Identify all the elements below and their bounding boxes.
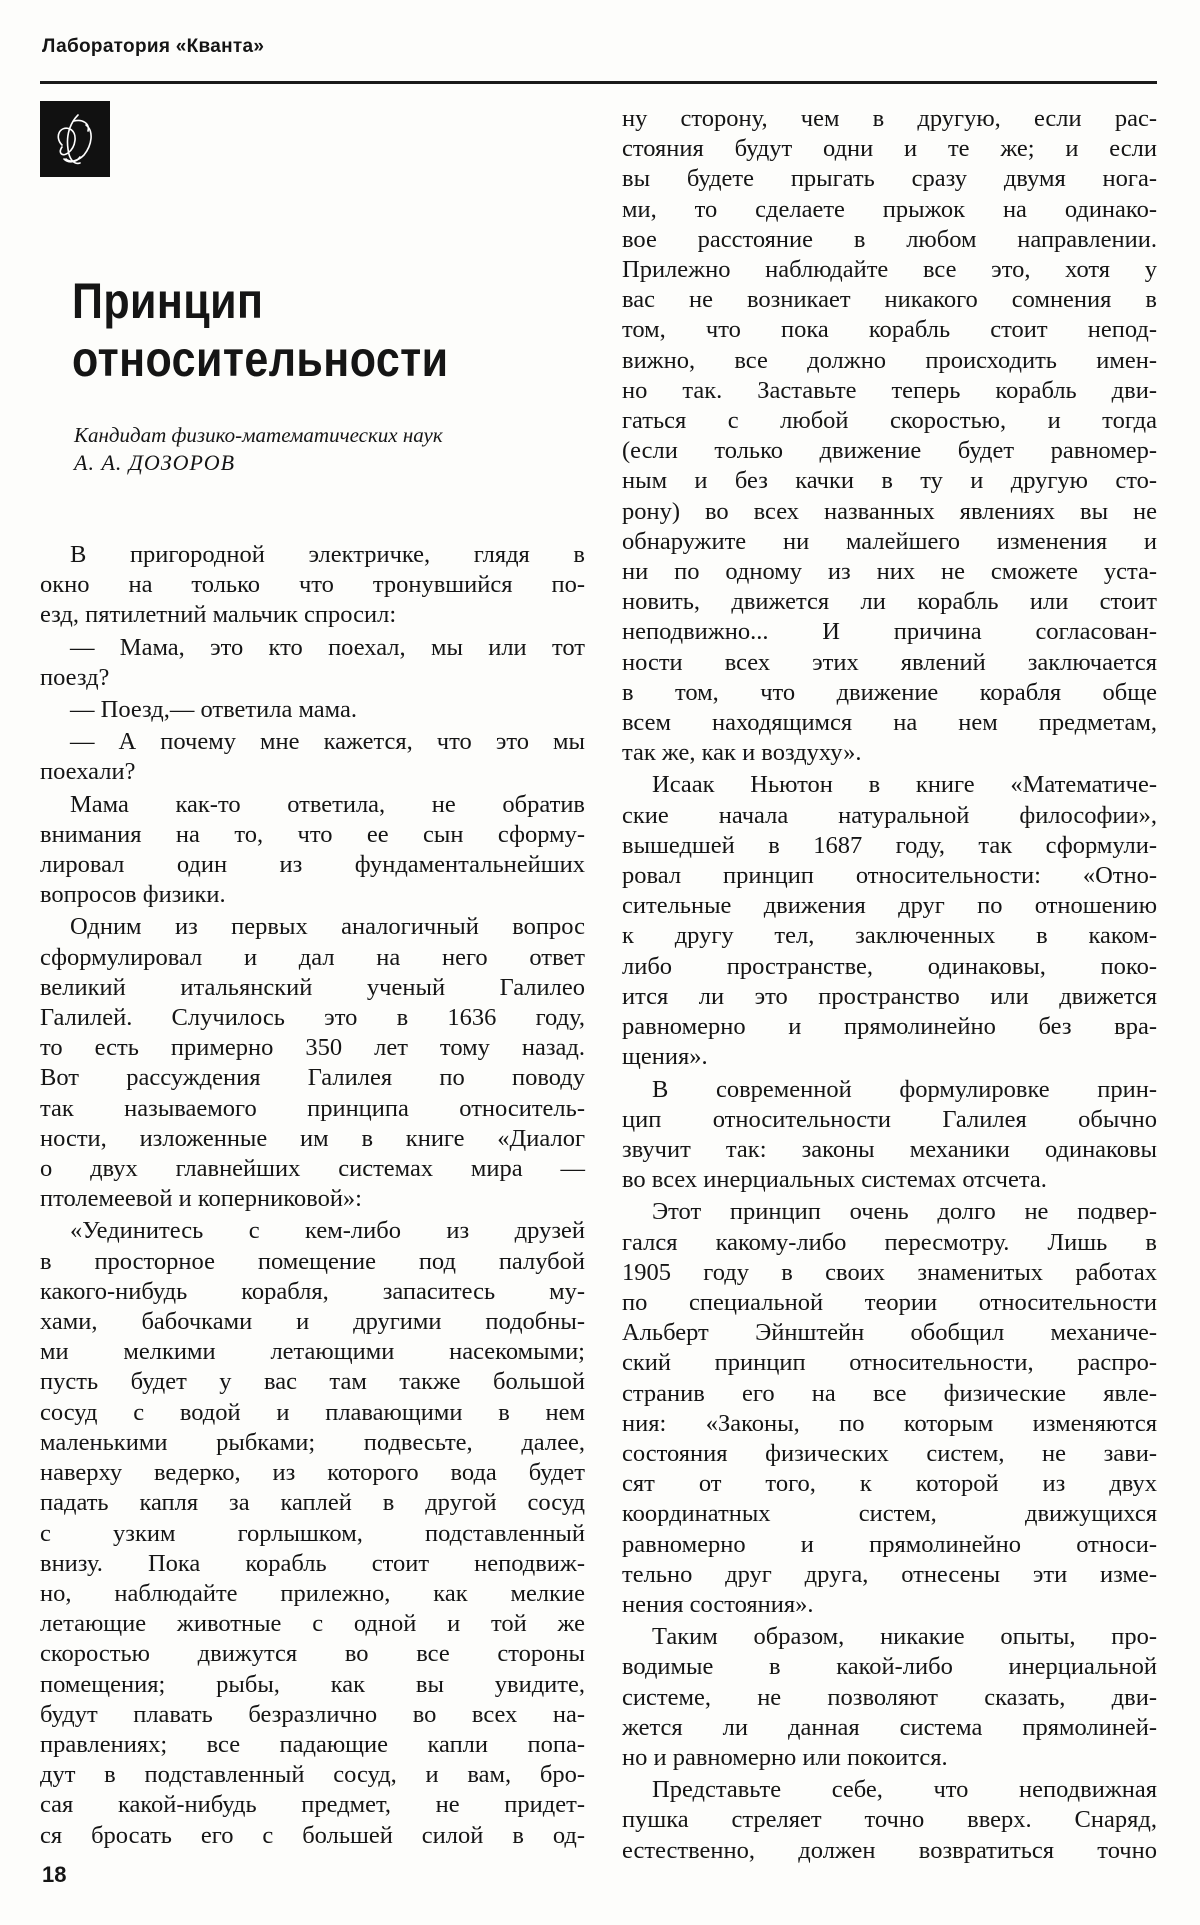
text-line: поехали? [40,758,136,786]
text-line: ми мелкими летающими насекомыми; [40,1338,585,1366]
text-line: Исаак Ньютон в книге «Математиче- [652,771,1157,799]
text-line: водимые в какой-либо инерциальной [622,1653,1157,1681]
text-line: тельно друг друга, отнесены эти изме- [622,1560,1157,1588]
text-line: естественно, должен возвратиться точно [622,1836,1157,1864]
text-line: неподвижно... И причина согласован- [622,618,1157,646]
text-line: — Поезд,— ответила мама. [70,696,358,724]
text-line: внизу. Пока корабль стоит неподвиж- [40,1549,585,1577]
text-line: скоростью движутся во все стороны [40,1640,585,1668]
text-line: В пригородной электричке, глядя в [70,541,585,568]
text-line: обнаружите ни малейшего изменения и [622,527,1157,555]
text-line: дут в подставленный сосуд, и вам, бро- [40,1761,585,1789]
text-column-right [622,104,1157,1866]
running-head: Лаборатория «Кванта» [42,36,265,57]
text-line: пушка стреляет точно вверх. Снаряд, [622,1806,1157,1834]
text-line: по специальной теории относительности [622,1288,1157,1316]
text-line: Этот принцип очень долго не подвер- [652,1198,1157,1226]
text-line: Таким образом, никакие опыты, про- [652,1623,1157,1651]
text-line: езд, пятилетний мальчик спросил: [40,601,397,629]
text-line: вы будете прыгать сразу двумя нога- [622,165,1157,193]
text-line: ности, изложенные им в книге «Диалог [40,1124,585,1152]
text-line: том, что пока корабль стоит непод- [622,316,1157,344]
text-line: ну сторону, чем в другую, если рас- [622,105,1157,132]
text-line: гаться с любой скоростью, и тогда [622,407,1157,435]
text-line: окно на только что тронувшийся по- [40,571,585,599]
text-line: «Уединитесь с кем-либо из друзей [70,1217,585,1245]
text-line: ности всех этих явлений заключается [622,648,1157,676]
text-line: ится ли это пространство или движется [622,982,1157,1010]
text-line: внимания на то, что ее сын сформу- [40,820,585,848]
text-line: координатных систем, движущихся [622,1500,1157,1528]
text-line: новить, движется ли корабль или стоит [622,588,1157,616]
author-block [74,422,443,476]
text-line: падать капля за каплей в другой сосуд [40,1489,585,1517]
text-line: Галилей. Случилось это в 1636 году, [40,1004,585,1032]
text-line: будут плавать безразлично во всех на- [40,1700,585,1728]
text-line: равномерно и прямолинейно без вра- [622,1013,1157,1041]
text-line: летающие животные с одной и той же [40,1610,585,1638]
text-line: рону) во всех названных явлениях вы не [622,497,1157,525]
text-line: вижно, все должно происходить имен- [622,346,1157,374]
text-line: лировал один из фундаментальнейших [40,851,585,879]
text-line: но, наблюдайте прилежно, как мелкие [40,1579,585,1607]
page-number: 18 [42,1862,67,1887]
text-line: помещения; рыбы, как вы увидите, [40,1670,585,1698]
text-line: равномерно и прямолинейно относи- [622,1530,1157,1558]
text-line: так называемого принципа относитель- [40,1094,585,1122]
text-line: но и равномерно или покоится. [622,1743,948,1771]
text-line: системе, не позволяют сказать, дви- [622,1683,1157,1711]
title-line-2: относительности [72,331,449,387]
text-column-left [40,540,585,1851]
text-line: во всех инерциальных системах отсчета. [622,1166,1047,1194]
author-degree: Кандидат физико-математических наук [74,423,443,447]
text-line: всем находящимся на нем предметам, [622,709,1157,737]
text-line: хами, бабочками и другими подобны- [40,1308,585,1336]
text-line: но так. Заставьте теперь корабль дви- [622,376,1157,404]
text-line: вас не возникает никакого сомнения в [622,286,1157,314]
text-line: сительные движения друг по отношению [622,892,1157,920]
author-name: А. А. ДОЗОРОВ [74,450,236,475]
text-line: какого-нибудь корабля, запаситесь му- [40,1277,585,1305]
text-line: сосуд с водой и плавающими в нем [40,1398,585,1426]
text-line: маленькими рыбками; подвесьте, далее, [40,1428,585,1456]
text-line: звучит так: законы механики одинаковы [622,1135,1157,1163]
text-line: вое расстояние в любом направлении. [622,225,1157,253]
text-line: наверху ведерко, из которого вода будет [40,1459,585,1487]
text-line: так же, как и воздуху». [622,739,862,767]
text-line: Альберт Эйнштейн обобщил механиче- [622,1319,1157,1347]
text-line: Прилежно наблюдайте все это, хотя у [622,256,1157,284]
text-line: ские начала натуральной философии», [622,801,1157,829]
text-line: вышедшей в 1687 году, так сформули- [622,831,1157,859]
text-line: пусть будет у вас там также большой [40,1368,585,1396]
kvant-laboratory-logo-icon [40,101,110,177]
text-line: в том, что движение корабля обще [622,678,1157,706]
text-line: сая какой-нибудь предмет, не придет- [40,1791,585,1819]
text-line: сформулировал и дал на него ответ [40,943,585,971]
header-rule [40,81,1157,84]
text-line: ся бросать его с большей силой в од- [40,1821,585,1849]
text-line: ни по одному из них не сможете уста- [622,558,1157,586]
text-line: (если только движение будет равномер- [622,437,1157,465]
text-line: цип относительности Галилея обычно [622,1105,1157,1133]
text-line: щения». [622,1043,708,1071]
text-line: либо пространстве, одинаковы, поко- [622,952,1157,980]
text-line: правлениях; все падающие капли попа- [40,1730,585,1758]
text-line: то есть примерно 350 лет тому назад. [40,1034,585,1062]
text-line: В современной формулировке прин- [652,1075,1157,1103]
text-line: стояния будут одни и те же; и если [622,135,1157,163]
text-line: к другу тел, заключенных в каком- [622,922,1157,950]
text-line: ровал принцип относительности: «Отно- [622,862,1157,890]
text-line: состояния физических систем, не зави- [622,1439,1157,1467]
text-line: жется ли данная система прямолиней- [622,1713,1157,1741]
text-line: сят от того, к которой из двух [622,1470,1157,1498]
title-line-1: Принцип [72,273,264,329]
text-line: Представьте себе, что неподвижная [652,1776,1157,1804]
text-line: Мама как-то ответила, не обратив [70,790,585,818]
text-line: гался какому-либо пересмотру. Лишь в [622,1228,1157,1256]
text-line: ский принцип относительности, распро- [622,1349,1157,1377]
text-line: — Мама, это кто поехал, мы или тот [70,633,585,661]
text-line: великий итальянский ученый Галилео [40,973,585,1001]
text-line: странив его на все физические явле- [622,1379,1157,1407]
text-line: Одним из первых аналогичный вопрос [70,913,585,941]
text-line: ми, то сделаете прыжок на одинако- [622,195,1157,223]
article-title [72,272,449,388]
text-line: ным и без качки в ту и другую сто- [622,467,1157,495]
text-line: поезд? [40,663,110,691]
text-line: 1905 году в своих знаменитых работах [622,1258,1157,1286]
text-line: — А почему мне кажется, что это мы [70,728,585,756]
text-line: с узким горлышком, подставленный [40,1519,585,1547]
text-line: ния: «Законы, по которым изменяются [622,1409,1157,1437]
text-line: Вот рассуждения Галилея по поводу [40,1064,585,1092]
text-line: о двух главнейших системах мира — [40,1155,585,1183]
text-line: в просторное помещение под палубой [40,1247,585,1275]
text-line: птолемеевой и коперниковой»: [40,1185,362,1213]
text-line: вопросов физики. [40,881,226,909]
text-line: нения состояния». [622,1590,814,1618]
